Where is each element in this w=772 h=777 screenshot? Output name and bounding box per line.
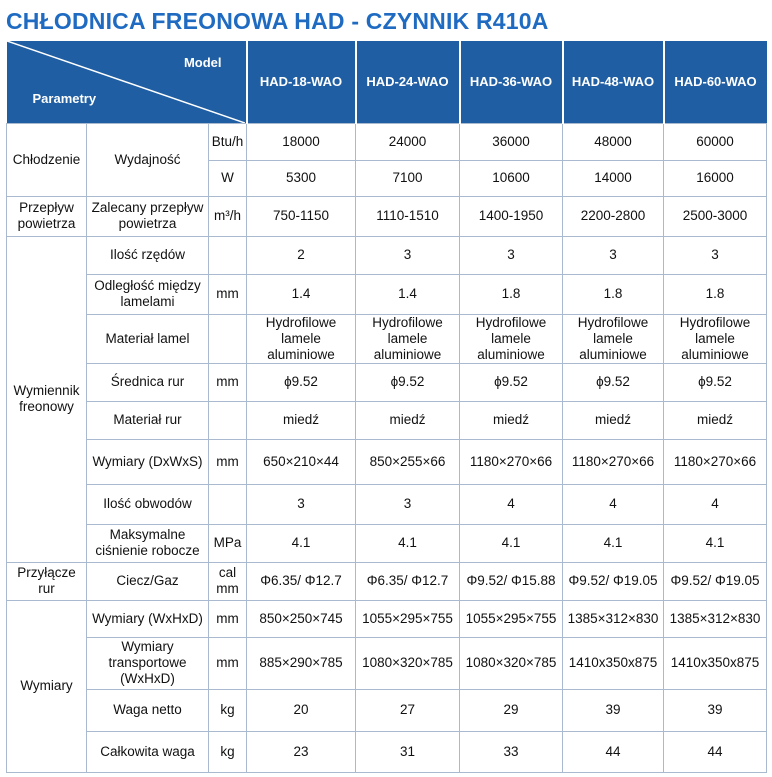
unit-label: cal mm <box>209 562 247 600</box>
spec-table <box>6 41 767 773</box>
value-cell: 7100 <box>356 160 460 196</box>
value-cell: 2200-2800 <box>563 196 664 236</box>
value-cell: 27 <box>356 689 460 731</box>
group-label: Przyłącze rur <box>7 562 87 600</box>
value-cell: 4.1 <box>460 524 563 562</box>
value-cell: 31 <box>356 731 460 772</box>
value-cell: 2500-3000 <box>664 196 767 236</box>
unit-label <box>209 401 247 439</box>
value-cell: Φ9.52/ Φ19.05 <box>664 562 767 600</box>
value-cell: 18000 <box>247 123 356 160</box>
table-row <box>7 689 767 731</box>
model-label: Model <box>183 55 222 70</box>
value-cell: 23 <box>247 731 356 772</box>
value-cell: 650×210×44 <box>247 439 356 484</box>
value-cell: 39 <box>563 689 664 731</box>
value-cell: Hydrofilowe lamele aluminiowe <box>664 314 767 363</box>
value-cell: Hydrofilowe lamele aluminiowe <box>247 314 356 363</box>
model-header: HAD-18-WAO <box>247 41 356 123</box>
header-row <box>7 41 767 123</box>
value-cell: 4 <box>460 484 563 524</box>
param-label: Wydajność <box>87 123 209 196</box>
table-row <box>7 600 767 637</box>
value-cell: miedź <box>563 401 664 439</box>
value-cell: miedź <box>664 401 767 439</box>
param-label: Całkowita waga <box>87 731 209 772</box>
value-cell: Hydrofilowe lamele aluminiowe <box>563 314 664 363</box>
value-cell: 1080×320×785 <box>356 637 460 689</box>
value-cell: 4 <box>563 484 664 524</box>
value-cell: 20 <box>247 689 356 731</box>
param-label: Waga netto <box>87 689 209 731</box>
group-label: Chłodzenie <box>7 123 87 196</box>
param-label: Zalecany przepływ powietrza <box>87 196 209 236</box>
value-cell: Φ9.52/ Φ19.05 <box>563 562 664 600</box>
table-row <box>7 314 767 363</box>
value-cell: 1.4 <box>356 274 460 314</box>
value-cell: 4.1 <box>247 524 356 562</box>
value-cell: 1055×295×755 <box>356 600 460 637</box>
param-label: Wymiary (DxWxS) <box>87 439 209 484</box>
param-label: Odległość między lamelami <box>87 274 209 314</box>
value-cell: 3 <box>664 236 767 274</box>
param-label: Średnica rur <box>87 363 209 401</box>
value-cell: 24000 <box>356 123 460 160</box>
group-label: Przepływ powietrza <box>7 196 87 236</box>
unit-label: Btu/h <box>209 123 247 160</box>
value-cell: miedź <box>356 401 460 439</box>
value-cell: Hydrofilowe lamele aluminiowe <box>356 314 460 363</box>
value-cell: 2 <box>247 236 356 274</box>
value-cell: 1.4 <box>247 274 356 314</box>
unit-label: W <box>209 160 247 196</box>
value-cell: miedź <box>460 401 563 439</box>
value-cell: ϕ9.52 <box>460 363 563 401</box>
param-label: Maksymalne ciśnienie robocze <box>87 524 209 562</box>
value-cell: 3 <box>460 236 563 274</box>
value-cell: 4 <box>664 484 767 524</box>
model-header: HAD-24-WAO <box>356 41 460 123</box>
header-corner <box>7 41 247 123</box>
value-cell: 44 <box>664 731 767 772</box>
unit-label: mm <box>209 439 247 484</box>
value-cell: 16000 <box>664 160 767 196</box>
value-cell: 44 <box>563 731 664 772</box>
value-cell: 33 <box>460 731 563 772</box>
value-cell: 1180×270×66 <box>563 439 664 484</box>
page-title: CHŁODNICA FREONOWA HAD - CZYNNIK R410A <box>6 8 549 34</box>
unit-label: kg <box>209 689 247 731</box>
model-header: HAD-60-WAO <box>664 41 767 123</box>
value-cell: 3 <box>563 236 664 274</box>
value-cell: 1.8 <box>664 274 767 314</box>
param-label: Ciecz/Gaz <box>87 562 209 600</box>
value-cell: 48000 <box>563 123 664 160</box>
unit-label: m³/h <box>209 196 247 236</box>
table-row <box>7 196 767 236</box>
value-cell: 750-1150 <box>247 196 356 236</box>
table-row <box>7 401 767 439</box>
value-cell: 885×290×785 <box>247 637 356 689</box>
value-cell: 850×250×745 <box>247 600 356 637</box>
value-cell: 3 <box>356 236 460 274</box>
value-cell: 1.8 <box>460 274 563 314</box>
param-label: Materiał lamel <box>87 314 209 363</box>
value-cell: ϕ9.52 <box>356 363 460 401</box>
value-cell: ϕ9.52 <box>563 363 664 401</box>
value-cell: ϕ9.52 <box>247 363 356 401</box>
unit-label <box>209 314 247 363</box>
value-cell: Φ6.35/ Φ12.7 <box>247 562 356 600</box>
value-cell: 3 <box>356 484 460 524</box>
value-cell: 29 <box>460 689 563 731</box>
table-row <box>7 484 767 524</box>
model-header: HAD-36-WAO <box>460 41 563 123</box>
param-label: Wymiary (WxHxD) <box>87 600 209 637</box>
unit-label: mm <box>209 600 247 637</box>
unit-label <box>209 484 247 524</box>
value-cell: 850×255×66 <box>356 439 460 484</box>
value-cell: 1055×295×755 <box>460 600 563 637</box>
param-label: Materiał rur <box>87 401 209 439</box>
value-cell: 10600 <box>460 160 563 196</box>
value-cell: 14000 <box>563 160 664 196</box>
corner-diagonal <box>7 41 245 123</box>
value-cell: 39 <box>664 689 767 731</box>
value-cell: 36000 <box>460 123 563 160</box>
unit-label: mm <box>209 637 247 689</box>
value-cell: Hydrofilowe lamele aluminiowe <box>460 314 563 363</box>
table-row <box>7 439 767 484</box>
value-cell: 1180×270×66 <box>460 439 563 484</box>
unit-label: mm <box>209 363 247 401</box>
value-cell: ϕ9.52 <box>664 363 767 401</box>
value-cell: 3 <box>247 484 356 524</box>
params-label: Parametry <box>32 90 97 106</box>
value-cell: 5300 <box>247 160 356 196</box>
table-row <box>7 274 767 314</box>
unit-label: kg <box>209 731 247 772</box>
value-cell: 1385×312×830 <box>664 600 767 637</box>
table-row <box>7 236 767 274</box>
value-cell: 1180×270×66 <box>664 439 767 484</box>
table-row <box>7 637 767 689</box>
value-cell: 1400-1950 <box>460 196 563 236</box>
table-row <box>7 524 767 562</box>
table-row <box>7 562 767 600</box>
unit-label: MPa <box>209 524 247 562</box>
value-cell: Φ9.52/ Φ15.88 <box>460 562 563 600</box>
value-cell: 60000 <box>664 123 767 160</box>
value-cell: miedź <box>247 401 356 439</box>
value-cell: 4.1 <box>563 524 664 562</box>
table-row <box>7 731 767 772</box>
unit-label: mm <box>209 274 247 314</box>
value-cell: 1385×312×830 <box>563 600 664 637</box>
unit-label <box>209 236 247 274</box>
value-cell: 4.1 <box>356 524 460 562</box>
value-cell: 4.1 <box>664 524 767 562</box>
value-cell: 1110-1510 <box>356 196 460 236</box>
table-row <box>7 123 767 160</box>
value-cell: 1410x350x875 <box>563 637 664 689</box>
group-label: Wymiennik freonowy <box>7 236 87 562</box>
value-cell: Φ6.35/ Φ12.7 <box>356 562 460 600</box>
group-label: Wymiary <box>7 600 87 772</box>
model-header: HAD-48-WAO <box>563 41 664 123</box>
value-cell: 1.8 <box>563 274 664 314</box>
param-label: Ilość rzędów <box>87 236 209 274</box>
table-row <box>7 363 767 401</box>
param-label: Ilość obwodów <box>87 484 209 524</box>
param-label: Wymiary transportowe (WxHxD) <box>87 637 209 689</box>
value-cell: 1410x350x875 <box>664 637 767 689</box>
value-cell: 1080×320×785 <box>460 637 563 689</box>
